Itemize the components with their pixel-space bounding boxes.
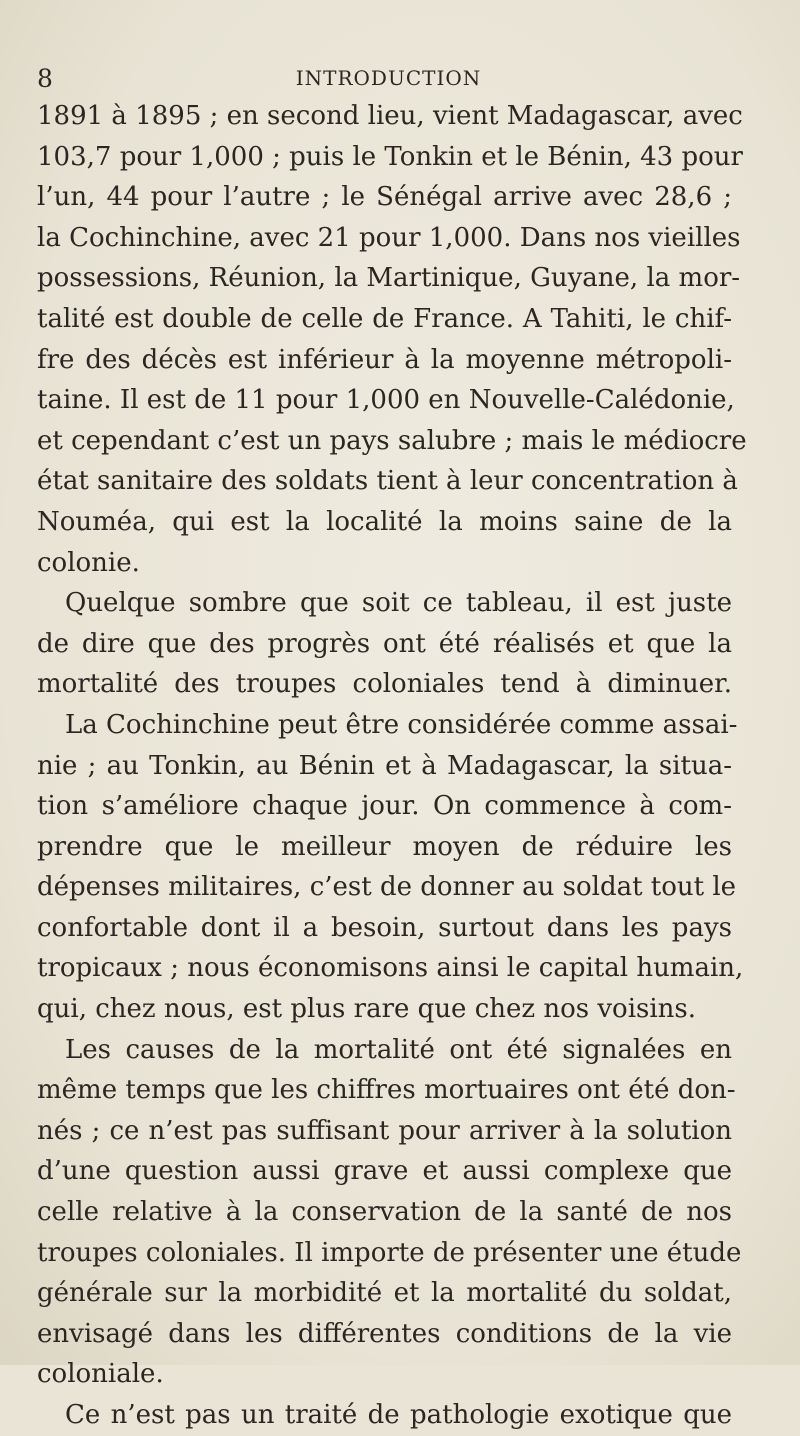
- text-line: nés ; ce n’est pas suffisant pour arriver à la solution: [37, 1115, 732, 1146]
- text-line: taine. Il est de 11 pour 1,000 en Nouvelle-Calédonie,: [37, 385, 735, 416]
- text-line: 1891 à 1895 ; en second lieu, vient Madagascar, avec: [37, 101, 743, 131]
- text-line: envisagé dans les différentes conditions de la vie: [37, 1318, 732, 1349]
- text-line: mortalité des troupes coloniales tend à diminuer.: [37, 669, 732, 700]
- text-line: possessions, Réunion, la Martinique, Guyane, la mor-: [37, 263, 741, 294]
- text-line: Quelque sombre que soit ce tableau, il est juste: [65, 588, 732, 619]
- text-line: et cependant c’est un pays salubre ; mais le médiocre: [37, 425, 747, 456]
- text-line: Nouméa, qui est la localité la moins saine de la: [37, 506, 732, 537]
- text-line: dépenses militaires, c’est de donner au soldat tout le: [37, 872, 737, 903]
- text-line: 103,7 pour 1,000 ; puis le Tonkin et le Bénin, 43 pour: [37, 141, 743, 172]
- text-line: qui, chez nous, est plus rare que chez nos voisins.: [37, 994, 697, 1025]
- text-line: fre des décès est inférieur à la moyenne métropoli-: [37, 344, 732, 375]
- text-line: état sanitaire des soldats tient à leur concentration à: [37, 466, 738, 497]
- text-line: générale sur la morbidité et la mortalité du soldat,: [37, 1278, 732, 1309]
- text-line: la Cochinchine, avec 21 pour 1,000. Dans nos vieilles: [37, 222, 741, 253]
- text-line: Les causes de la mortalité ont été signalées en: [65, 1034, 732, 1065]
- text-line: coloniale.: [37, 1359, 164, 1390]
- text-line: tion s’améliore chaque jour. On commence à com-: [37, 791, 732, 822]
- text-line: l’un, 44 pour l’autre ; le Sénégal arrive avec 28,6 ;: [37, 182, 732, 213]
- text-line: tropicaux ; nous économisons ainsi le capital humain,: [37, 953, 744, 984]
- running-head: INTRODUCTION: [295, 66, 482, 90]
- text-line: troupes coloniales. Il importe de présenter une étude: [37, 1237, 742, 1268]
- text-line: celle relative à la conservation de la santé de nos: [37, 1197, 732, 1228]
- page-number: 8: [37, 64, 53, 93]
- text-line: même temps que les chiffres mortuaires ont été don-: [37, 1075, 736, 1106]
- page-header: [37, 64, 740, 94]
- text-line: nie ; au Tonkin, au Bénin et à Madagascar, la situa-: [37, 750, 732, 781]
- text-line: d’une question aussi grave et aussi complexe que: [37, 1156, 732, 1187]
- text-line: prendre que le meilleur moyen de réduire les: [37, 831, 732, 862]
- text-line: Ce n’est pas un traité de pathologie exotique que: [65, 1400, 732, 1430]
- text-line: La Cochinchine peut être considérée comme assai-: [65, 709, 738, 740]
- text-line: talité est double de celle de France. A Tahiti, le chif-: [37, 303, 732, 334]
- text-line: de dire que des progrès ont été réalisés et que la: [37, 628, 732, 659]
- body-text: [37, 96, 747, 1436]
- text-line: colonie.: [37, 547, 140, 578]
- text-line: confortable dont il a besoin, surtout dans les pays: [37, 912, 732, 943]
